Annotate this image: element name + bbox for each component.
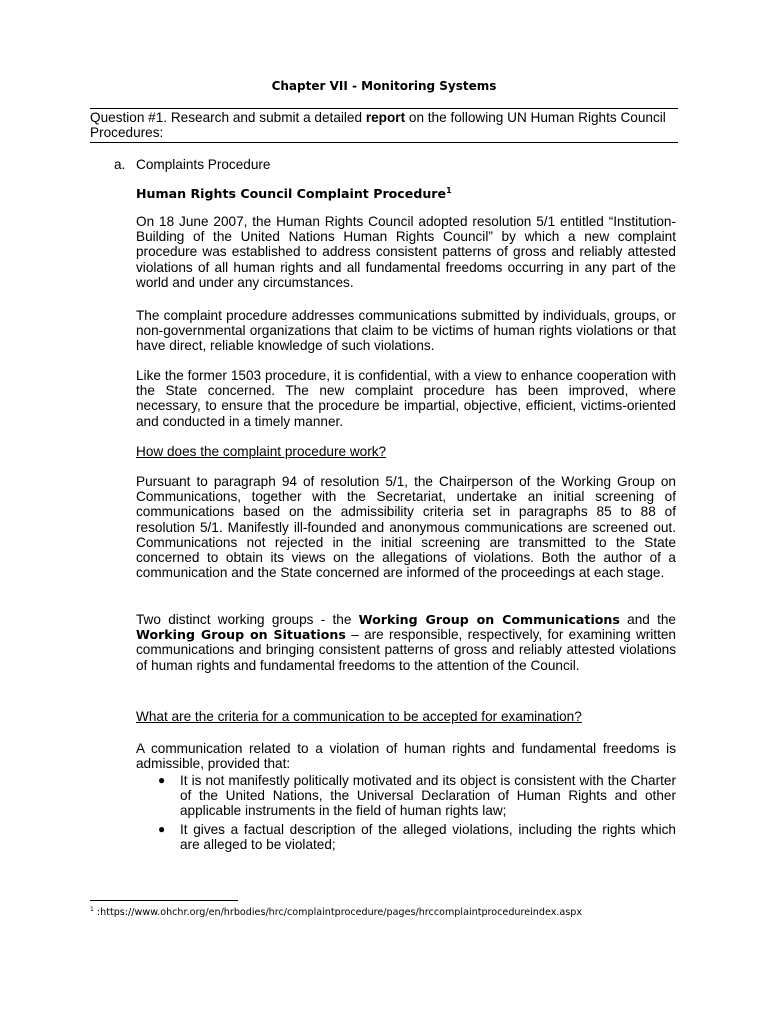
wg-communications: Working Group on Communications <box>358 612 620 627</box>
wg-text-c: and the <box>619 612 676 627</box>
paragraph-screening: Pursuant to paragraph 94 of resolution 5/1, the Chairperson of the Working Group on Communications, together with the Secretariat, undertake an initial screening of communications based on the admissibility criteria set in paragraphs 85 to 88 of resolution 5/1. Manifestly ill-founded and anonymous communications are screened out. Communications not rejected in the initial screening are transmitted to the State concerned to obtain its views on the allegations of violations. Both the author of a communication and the State concerned are informed of the proceedings at each stage. <box>136 474 676 581</box>
wg-text-d: – are responsible, respectively, for examining written communications and bringing consistent patterns of gross and reliably attested violations of human rights and fundamental freedoms to the attention of the Council. <box>136 627 676 673</box>
footnote-link[interactable]: :https://www.ohchr.org/en/hrbodies/hrc/complaintprocedure/pages/hrccomplaintprocedureindex.aspx <box>93 907 583 919</box>
heading-criteria: What are the criteria for a communication to be accepted for examination? <box>136 709 582 724</box>
criteria-list <box>136 773 676 855</box>
footnote-reference: 1 <box>446 186 452 195</box>
question-prefix: Question #1. Research and submit a detailed <box>90 110 366 125</box>
list-item-text: Complaints Procedure <box>136 157 271 172</box>
chapter-title: Chapter VII - Monitoring Systems <box>271 79 497 93</box>
paragraph-communications: The complaint procedure addresses communications submitted by individuals, groups, or non-governmental organizations that claim to be victims of human rights violations or that have direct, reliable knowledge of such violations. <box>136 308 676 354</box>
wg-situations: Working Group on Situations <box>136 627 346 643</box>
list-item <box>136 822 676 852</box>
section-heading-text: Human Rights Council Complaint Procedure <box>136 186 447 202</box>
heading-how-it-works: How does the complaint procedure work? <box>136 444 387 459</box>
footnote-number: 1 <box>90 906 94 913</box>
footnote-separator <box>90 900 238 901</box>
bullet-text: It gives a factual description of the alleged violations, including the rights which are alleged to be violated; <box>180 821 676 852</box>
question-block <box>90 108 678 143</box>
paragraph-admissible: A communication related to a violation of human rights and fundamental freedoms is admissible, provided that: <box>136 741 676 772</box>
wg-text-a: Two distinct working groups - the <box>136 612 359 627</box>
bullet-icon: ● <box>158 821 166 836</box>
bullet-icon: ● <box>158 773 166 787</box>
question-suffix: on the following UN Human Rights Council Procedures: <box>90 110 666 140</box>
list-item <box>136 773 676 819</box>
paragraph-resolution: On 18 June 2007, the Human Rights Council adopted resolution 5/1 entitled “Institution-Building of the United Nations Human Rights Council” by which a new complaint procedure was established to address consistent patterns of gross and reliably attested violations of all human rights and all fundamental freedoms occurring in any part of the world and under any circumstances. <box>136 214 676 290</box>
footnote <box>90 906 582 918</box>
paragraph-working-groups <box>136 612 676 673</box>
list-item-letter: a. <box>114 157 126 172</box>
paragraph-confidential: Like the former 1503 procedure, it is confidential, with a view to enhance cooperation with the State concerned. The new complaint procedure has been improved, where necessary, to ensure that the procedure be impartial, objective, efficient, victims-oriented and conducted in a timely manner. <box>136 368 676 429</box>
section-heading <box>136 186 452 201</box>
bullet-text: It is not manifestly politically motivated and its object is consistent with the Charter of the United Nations, the Universal Declaration of Human Rights and other applicable instruments in the field of human rights law; <box>180 773 676 819</box>
question-bold: report <box>365 110 406 125</box>
